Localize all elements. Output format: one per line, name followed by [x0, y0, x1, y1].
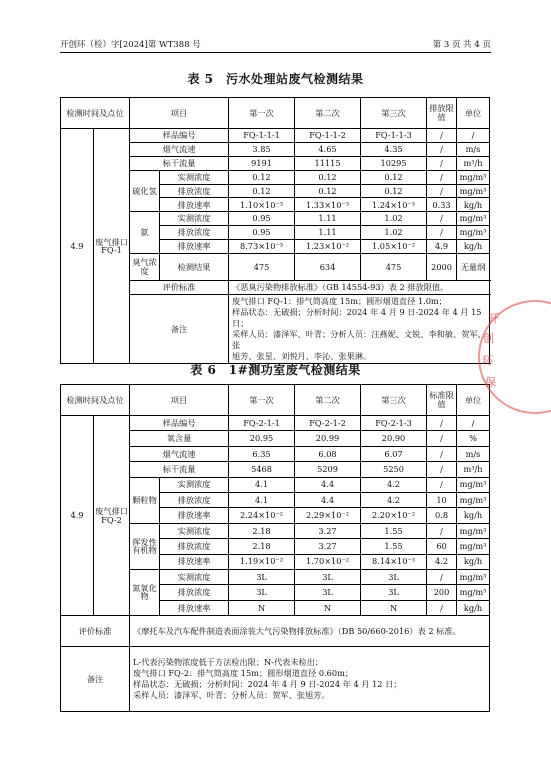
value-cell: FQ-1-1-1 [229, 129, 295, 143]
unit-cell: kg/h [457, 198, 490, 212]
unit-cell: % [457, 431, 490, 446]
value-cell: 2.20×10⁻² [361, 508, 427, 523]
value-cell: 0.12 [229, 170, 295, 184]
limit-cell: / [427, 184, 457, 198]
value-cell: 1.11 [295, 226, 361, 240]
table-row [61, 616, 490, 647]
pollutant-name: 挥发性有机物 [130, 523, 160, 569]
item-label: 排放浓度 [160, 226, 229, 240]
value-cell: 20.95 [229, 431, 295, 446]
value-cell: 634 [295, 254, 361, 281]
table5-title: 表 5 污水处理站废气检测结果 [187, 72, 364, 86]
value-cell: 1.55 [361, 539, 427, 554]
limit-cell: 0.8 [427, 508, 457, 523]
value-cell: 3L [295, 585, 361, 600]
value-cell: 4.4 [295, 477, 361, 492]
page-header [60, 38, 491, 53]
standard-label: 评价标准 [61, 616, 130, 647]
unit-cell: mg/m³ [457, 569, 490, 584]
value-cell: 5468 [229, 462, 295, 477]
note-line: 废气排口 FQ-2：排气筒高度 15m；圆形烟道直径 0.60m； [133, 668, 354, 679]
item-label: 排放速率 [160, 600, 229, 615]
note-line: 采样人员：漆泽军、叶青；分析人员：贺军、张旭芳。 [133, 690, 330, 701]
value-cell: 1.05×10⁻² [361, 240, 427, 254]
value-cell: 2.24×10⁻² [229, 508, 295, 523]
unit-cell: / [457, 129, 490, 143]
test-date: 4.9 [61, 416, 94, 616]
value-cell: 8.73×10⁻³ [229, 240, 295, 254]
value-cell: 2.29×10⁻² [295, 508, 361, 523]
limit-cell: 0.33 [427, 198, 457, 212]
limit-cell: / [427, 431, 457, 446]
value-cell: 4.2 [361, 492, 427, 507]
item-label: 实测浓度 [160, 212, 229, 226]
sampling-point: 废气排口FQ-2 [94, 416, 130, 616]
item-label: 烟气流速 [130, 446, 229, 461]
page-number: 第 3 页 共 4 页 [432, 40, 491, 50]
value-cell: 9191 [229, 156, 295, 170]
value-cell: 8.14×10⁻³ [361, 554, 427, 569]
standard-label: 评价标准 [130, 281, 229, 295]
value-cell: 4.1 [229, 492, 295, 507]
header-time-point: 检测时间及点位 [61, 98, 130, 129]
unit-cell: mg/m³ [457, 477, 490, 492]
item-label: 实测浓度 [160, 523, 229, 538]
item-label: 样品编号 [130, 416, 229, 431]
value-cell: 1.24×10⁻³ [361, 198, 427, 212]
value-cell: 0.95 [229, 212, 295, 226]
table-row [61, 416, 490, 431]
unit-cell: mg/m³ [457, 492, 490, 507]
value-cell: 1.11 [295, 212, 361, 226]
item-label: 排放浓度 [160, 492, 229, 507]
test-date: 4.9 [61, 129, 94, 364]
header-time-point: 检测时间及点位 [61, 385, 130, 416]
limit-cell: / [427, 600, 457, 615]
limit-cell: / [427, 142, 457, 156]
value-cell: 10295 [361, 156, 427, 170]
item-label: 排放速率 [160, 508, 229, 523]
item-label: 排放速率 [160, 198, 229, 212]
header-item: 项目 [130, 385, 229, 416]
unit-cell: m³/h [457, 156, 490, 170]
item-label: 标干流量 [130, 156, 229, 170]
sampling-point: 废气排口FQ-1 [94, 129, 130, 364]
limit-cell: / [427, 446, 457, 461]
notes [130, 647, 490, 712]
table-row [61, 129, 490, 143]
note-line: L-代表污染物浓度低于方法检出限；N-代表未检出； [133, 656, 324, 667]
value-cell: 4.65 [295, 142, 361, 156]
limit-cell: / [427, 170, 457, 184]
header-second: 第二次 [295, 385, 361, 416]
value-cell: 4.35 [361, 142, 427, 156]
value-cell: N [361, 600, 427, 615]
value-cell: 3.27 [295, 523, 361, 538]
header-third: 第三次 [361, 385, 427, 416]
limit-cell: 200 [427, 585, 457, 600]
value-cell: 6.35 [229, 446, 295, 461]
seal-stamp: 开 创 环 保 [478, 300, 551, 414]
limit-cell: / [427, 416, 457, 431]
value-cell: 0.12 [361, 184, 427, 198]
item-label: 排放速率 [160, 240, 229, 254]
header-third: 第三次 [361, 98, 427, 129]
unit-cell: m/s [457, 142, 490, 156]
item-label: 排放浓度 [160, 184, 229, 198]
item-label: 排放速率 [160, 554, 229, 569]
value-cell: 3.85 [229, 142, 295, 156]
note-line: 旭芳、张星、刘悦月、李沁、张果淋。 [232, 351, 372, 362]
unit-cell: kg/h [457, 600, 490, 615]
note-line: 采样人员：漆泽军、叶青；分析人员：汪燕妮、文锐、李和敏、贺军、张 [232, 329, 486, 351]
item-label: 标干流量 [130, 462, 229, 477]
value-cell: 0.12 [229, 184, 295, 198]
pollutant-name: 臭气浓度 [130, 254, 160, 281]
header-item: 项目 [130, 98, 229, 129]
header-limit: 标准限值 [427, 385, 457, 416]
value-cell: 2.18 [229, 539, 295, 554]
limit-cell: 60 [427, 539, 457, 554]
note-line: 样品状态：无破损；分析时间：2024 年 4 月 9 日-2024 年 4 月 12 日； [133, 679, 402, 690]
unit-cell: kg/h [457, 508, 490, 523]
value-cell: 1.55 [361, 523, 427, 538]
value-cell: 3L [295, 569, 361, 584]
value-cell: FQ-2-1-2 [295, 416, 361, 431]
value-cell: 1.19×10⁻² [229, 554, 295, 569]
header-first: 第一次 [229, 98, 295, 129]
value-cell: 0.95 [229, 226, 295, 240]
note-line: 样品状态：无破损；分析时间：2024 年 4 月 9 日-2024 年 4 月 15 日； [232, 306, 482, 329]
value-cell: 3L [229, 585, 295, 600]
report-number: 开创环（检）字[2024]第 WT388 号 [60, 40, 201, 50]
unit-cell: mg/m³ [457, 170, 490, 184]
unit-cell: m/s [457, 446, 490, 461]
item-label: 排放浓度 [160, 585, 229, 600]
unit-cell: / [457, 416, 490, 431]
value-cell: 3L [361, 569, 427, 584]
unit-cell: mg/m³ [457, 585, 490, 600]
header-unit: 单位 [457, 385, 490, 416]
unit-cell: 无量纲 [457, 254, 490, 281]
pollutant-name: 硫化氢 [130, 170, 160, 212]
item-label: 实测浓度 [160, 170, 229, 184]
value-cell: 2.18 [229, 523, 295, 538]
unit-cell: m³/h [457, 462, 490, 477]
limit-cell: / [427, 462, 457, 477]
value-cell: FQ-2-1-3 [361, 416, 427, 431]
value-cell: 1.70×10⁻² [295, 554, 361, 569]
header-first: 第一次 [229, 385, 295, 416]
notes-label: 备注 [130, 294, 229, 363]
value-cell: N [295, 600, 361, 615]
value-cell: FQ-1-1-3 [361, 129, 427, 143]
value-cell: 6.07 [361, 446, 427, 461]
limit-cell: / [427, 477, 457, 492]
unit-cell: mg/m³ [457, 226, 490, 240]
value-cell: 1.02 [361, 226, 427, 240]
item-label: 烟气流速 [130, 142, 229, 156]
value-cell: 5209 [295, 462, 361, 477]
value-cell: 1.33×10⁻³ [295, 198, 361, 212]
unit-cell: kg/h [457, 240, 490, 254]
limit-cell: / [427, 156, 457, 170]
value-cell: 4.1 [229, 477, 295, 492]
limit-cell: / [427, 523, 457, 538]
value-cell: 6.08 [295, 446, 361, 461]
value-cell: 0.12 [361, 170, 427, 184]
value-cell: FQ-2-1-1 [229, 416, 295, 431]
limit-cell: 4.2 [427, 554, 457, 569]
item-label: 检测结果 [160, 254, 229, 281]
table6-title: 表 6 1#测功室废气检测结果 [190, 363, 361, 377]
unit-cell: mg/m³ [457, 539, 490, 554]
value-cell: 3.27 [295, 539, 361, 554]
value-cell: FQ-1-1-2 [295, 129, 361, 143]
table5-header-row [61, 98, 490, 129]
value-cell: 5250 [361, 462, 427, 477]
limit-cell: / [427, 212, 457, 226]
value-cell: 4.4 [295, 492, 361, 507]
value-cell: N [229, 600, 295, 615]
evaluation-standard: 《恶臭污染物排放标准》（GB 14554-93）表 2 排放限值。 [229, 281, 490, 295]
header-second: 第二次 [295, 98, 361, 129]
value-cell: 475 [361, 254, 427, 281]
table5 [60, 97, 490, 364]
item-label: 排放浓度 [160, 539, 229, 554]
note-line: 废气排口 FQ-1：排气筒高度 15m；圆形烟道直径 1.0m； [232, 295, 447, 306]
value-cell: 3L [361, 585, 427, 600]
unit-cell: mg/m³ [457, 184, 490, 198]
value-cell: 475 [229, 254, 295, 281]
table-row [61, 647, 490, 712]
limit-cell: / [427, 129, 457, 143]
unit-cell: mg/m³ [457, 212, 490, 226]
limit-cell: / [427, 226, 457, 240]
value-cell: 4.2 [361, 477, 427, 492]
limit-cell: 10 [427, 492, 457, 507]
value-cell: 20.90 [361, 431, 427, 446]
header-limit: 排放限值 [427, 98, 457, 129]
table6 [60, 384, 490, 712]
value-cell: 11115 [295, 156, 361, 170]
pollutant-name: 颗粒物 [130, 477, 160, 523]
value-cell: 0.12 [295, 170, 361, 184]
value-cell: 0.12 [295, 184, 361, 198]
value-cell: 20.99 [295, 431, 361, 446]
pollutant-name: 氨 [130, 212, 160, 254]
value-cell: 3L [229, 569, 295, 584]
notes [229, 294, 490, 363]
value-cell: 1.23×10⁻² [295, 240, 361, 254]
limit-cell: 4.9 [427, 240, 457, 254]
item-label: 氧含量 [130, 431, 229, 446]
header-unit: 单位 [457, 98, 490, 129]
notes-label: 备注 [61, 647, 130, 712]
value-cell: 1.10×10⁻³ [229, 198, 295, 212]
value-cell: 1.02 [361, 212, 427, 226]
item-label: 实测浓度 [160, 569, 229, 584]
table6-header-row [61, 385, 490, 416]
item-label: 实测浓度 [160, 477, 229, 492]
item-label: 样品编号 [130, 129, 229, 143]
evaluation-standard: 《摩托车及汽车配件制造表面涂装大气污染物排放标准》（DB 50/660-2016）表 2 标准。 [130, 616, 490, 647]
limit-cell: 2000 [427, 254, 457, 281]
limit-cell: / [427, 569, 457, 584]
pollutant-name: 氮氧化物 [130, 569, 160, 615]
unit-cell: kg/h [457, 554, 490, 569]
unit-cell: mg/m³ [457, 523, 490, 538]
